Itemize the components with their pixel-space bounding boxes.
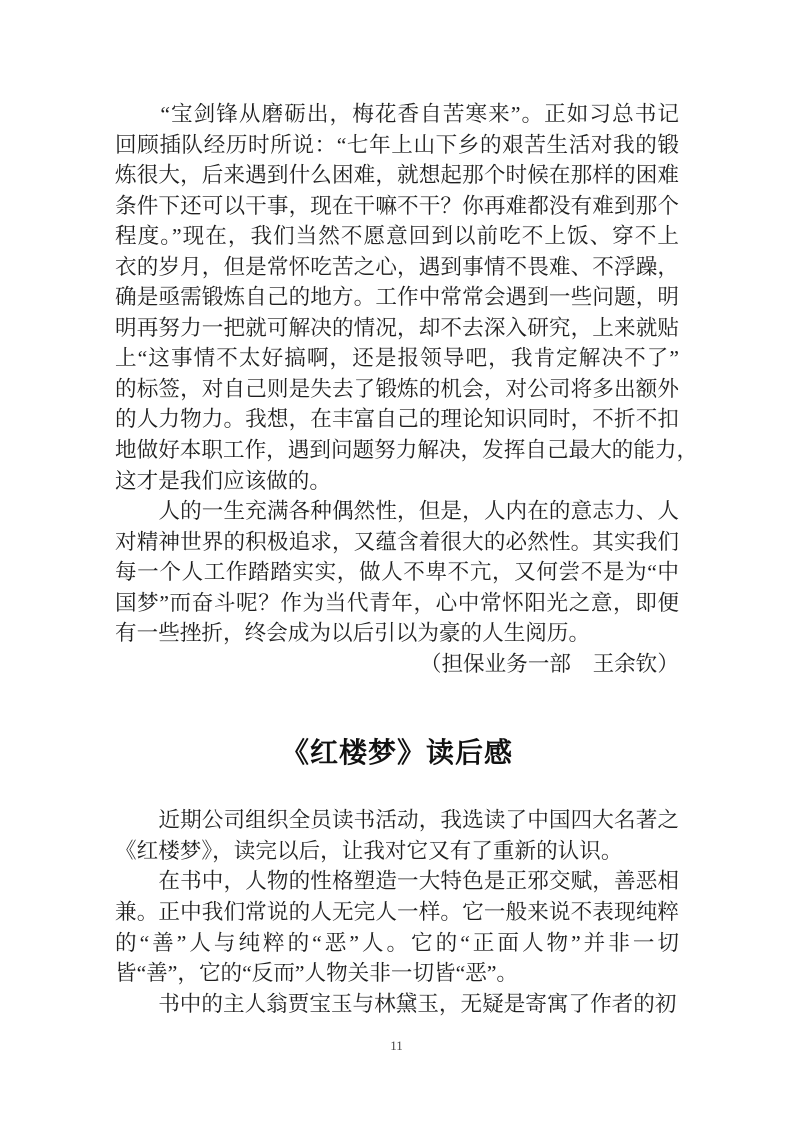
text-line: 书中的主人翁贾宝玉与林黛玉，无疑是寄寓了作者的初 <box>115 991 677 1016</box>
text-line: “宝剑锋从磨砺出，梅花香自苦寒来”。正如习总书记 <box>115 102 679 126</box>
text-line: 皆“善”，它的“反而”人物关非一切皆“恶”。 <box>115 961 519 986</box>
text-line: 条件下还可以干事，现在干嘛不干？你再难都没有难到那个 <box>115 193 679 218</box>
text-line: 这才是我们应该做的。 <box>115 468 331 493</box>
text-line: 明再努力一把就可解决的情况，却不去深入研究，上来就贴 <box>115 315 679 340</box>
text-line: 国梦”而奋斗呢？作为当代青年，心中常怀阳光之意，即便 <box>115 590 679 615</box>
text-line: 衣的岁月，但是常怀吃苦之心，遇到事情不畏难、不浮躁， <box>115 254 679 279</box>
text-line: 的人力物力。我想，在丰富自己的理论知识同时，不折不扣 <box>115 407 679 432</box>
essay2-paragraph-1 <box>115 805 679 866</box>
text-line: 对精神世界的积极追求，又蕴含着很大的必然性。其实我们 <box>115 529 679 554</box>
page-number: 11 <box>390 1038 403 1053</box>
text-line: 《红楼梦》，读完以后，让我对它又有了重新的认识。 <box>115 838 623 863</box>
essay1-paragraph-2 <box>115 496 679 649</box>
essay2-title: 《红楼梦》读后感 <box>280 737 513 769</box>
text-line: 炼很大，后来遇到什么困难，就想起那个时候在那样的困难 <box>115 163 679 188</box>
text-line: 地做好本职工作，遇到问题努力解决，发挥自己最大的能力， <box>115 438 699 463</box>
essay2-paragraph-3 <box>115 989 679 1020</box>
text-line: 确是亟需锻炼自己的地方。工作中常常会遇到一些问题，明 <box>115 285 679 310</box>
text-line: 兼。正中我们常说的人无完人一样。它一般来说不表现纯粹 <box>115 900 679 925</box>
text-line: 的标签，对自己则是失去了锻炼的机会，对公司将多出额外 <box>115 376 679 401</box>
text-line: 人的一生充满各种偶然性，但是，人内在的意志力、人 <box>115 499 679 524</box>
essay2-paragraph-2 <box>115 866 679 988</box>
text-line: 回顾插队经历时所说：“七年上山下乡的艰苦生活对我的锻 <box>115 132 679 157</box>
text-line: 程度。”现在，我们当然不愿意回到以前吃不上饭、穿不上 <box>115 224 679 249</box>
page-content <box>115 99 699 1019</box>
text-line: 上“这事情不太好搞啊，还是报领导吧，我肯定解决不了” <box>115 346 679 371</box>
text-line: 在书中，人物的性格塑造一大特色是正邪交赋，善恶相 <box>115 869 679 894</box>
text-line: 的“善”人与纯粹的“恶”人。它的“正面人物”并非一切 <box>115 930 679 955</box>
essay1-attribution: （担保业务一部 王余钦） <box>419 651 679 676</box>
essay1-paragraph-1 <box>115 99 699 496</box>
text-line: 近期公司组织全员读书活动，我选读了中国四大名著之 <box>115 808 679 833</box>
text-line: 每一个人工作踏踏实实，做人不卑不亢，又何尝不是为“中 <box>115 560 679 585</box>
essay2-body <box>115 805 679 1019</box>
text-line: 有一些挫折，终会成为以后引以为豪的人生阅历。 <box>115 621 591 646</box>
